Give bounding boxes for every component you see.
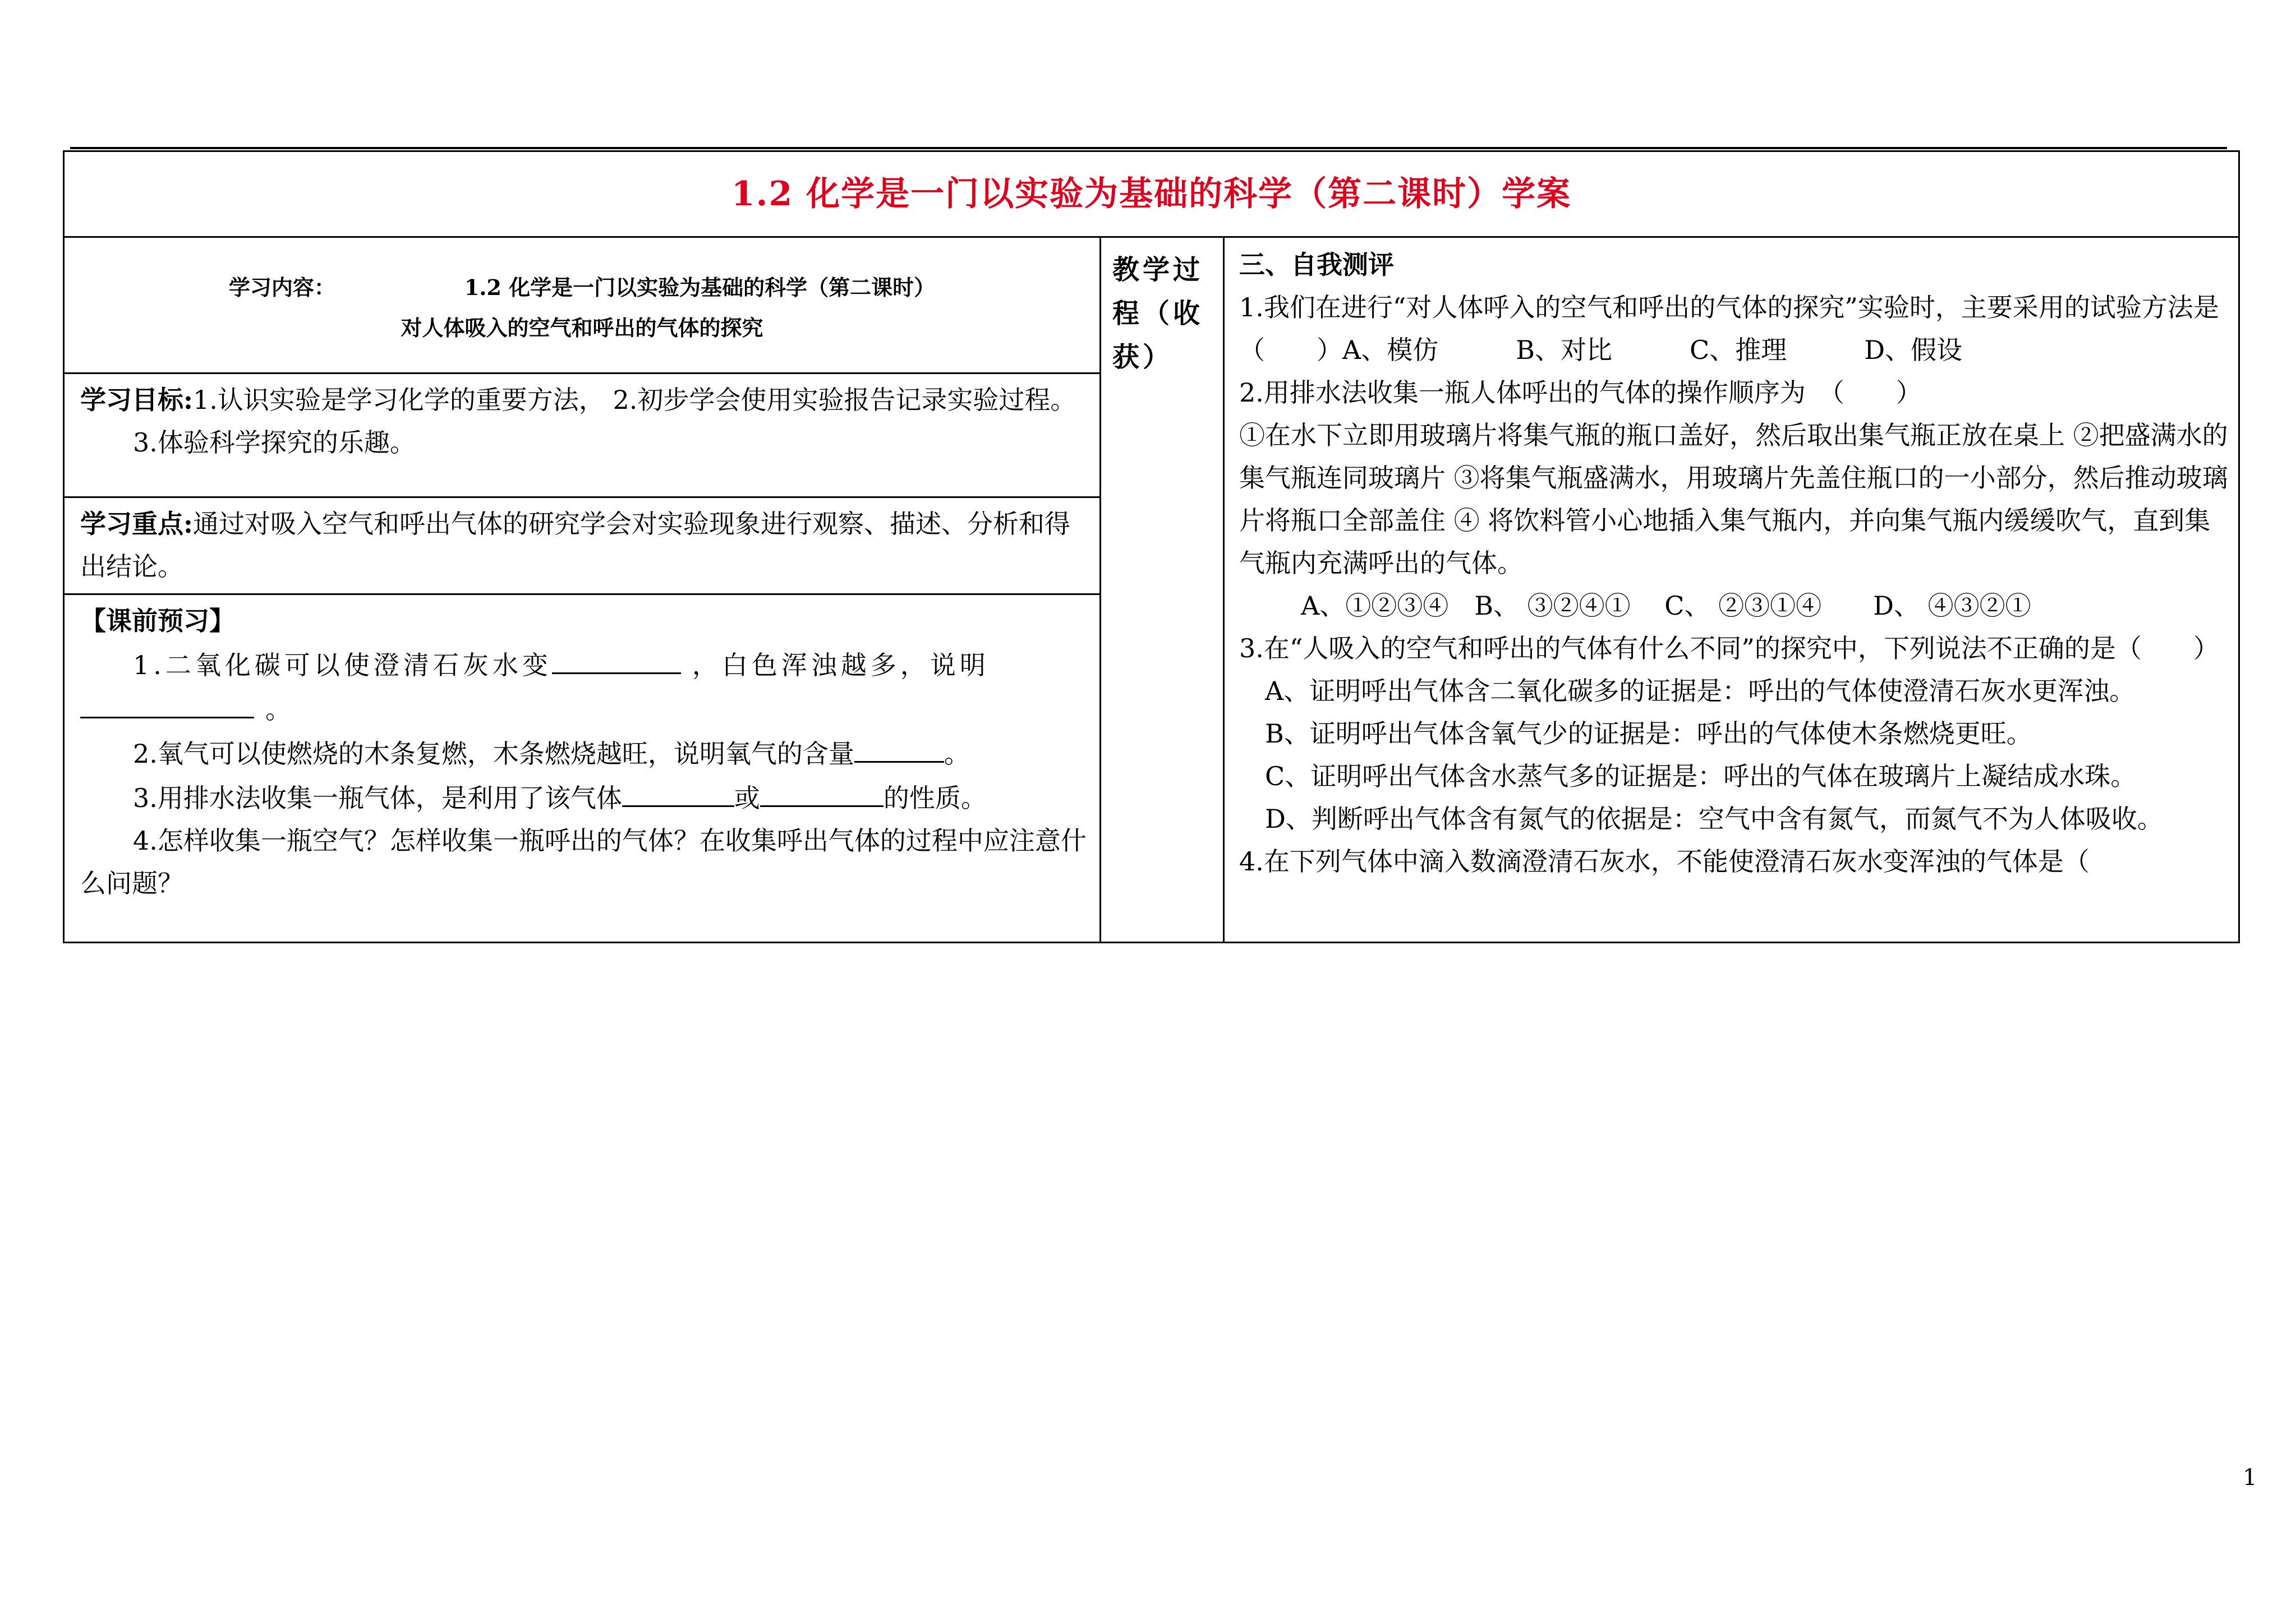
self-test-cell (1224, 237, 2239, 943)
answer-blank[interactable] (552, 642, 681, 674)
study-content-line2: 对人体吸入的空气和呼出的气体的探究 (401, 315, 763, 340)
test-q2: 2.用排水法收集一瓶人体呼出的气体的操作顺序为 （ ） (1239, 377, 1922, 408)
study-content-cell (64, 237, 1101, 374)
test-q2-options: A、①②③④ B、 ③②④① C、 ②③①④ D、 ④③②① (1301, 591, 2031, 621)
preview-q3: 3.用排水法收集一瓶气体，是利用了该气体 或 的性质。 (80, 775, 1089, 819)
preview-q4: 4.怎样收集一瓶空气？怎样收集一瓶呼出的气体？在收集呼出气体的过程中应注意什么问题？ (80, 826, 1087, 898)
test-q1: 1.我们在进行“对人体呼入的空气和呼出的气体的探究”实验时，主要采用的试验方法是（ ）A、模仿 B、对比 C、推理 D、假设 (1239, 292, 2219, 365)
test-q2-steps: ①在水下立即用玻璃片将集气瓶的瓶口盖好，然后取出集气瓶正放在桌上 ②把盛满水的集气瓶连同玻璃片 ③将集气瓶盛满水，用玻璃片先盖住瓶口的一小部分，然后推动玻璃片将瓶口全部盖住 ④ 将饮料管小心地插入集气瓶内，并向集气瓶内缓缓吹气，直到集气瓶内充满呼出的气体。 (1239, 420, 2228, 578)
preview-heading: 【课前预习】 (80, 606, 235, 636)
process-label-cell (1101, 237, 1224, 943)
test-q4: 4.在下列气体中滴入数滴澄清石灰水，不能使澄清石灰水变浑浊的气体是（ (1239, 846, 2090, 877)
test-q3: 3.在“人吸入的空气和呼出的气体有什么不同”的探究中，下列说法不正确的是（ ） (1239, 633, 2219, 663)
answer-blank[interactable] (854, 731, 944, 763)
focus-cell (64, 497, 1101, 594)
answer-blank[interactable] (760, 775, 884, 807)
top-rule (70, 147, 2227, 149)
test-q3-option-b: B、证明呼出气体含氧气少的证据是：呼出的气体使木条燃烧更旺。 (1265, 718, 2032, 749)
focus-label: 学习重点: (80, 509, 193, 539)
preview-cell (64, 594, 1101, 943)
test-q3-option-d: D、判断呼出气体含有氮气的依据是：空气中含有氮气，而氮气不为人体吸收。 (1265, 804, 2163, 834)
goals-cell (64, 374, 1101, 497)
study-content-label: 学习内容： (228, 275, 335, 300)
page-title: 1.2 化学是一门以实验为基础的科学（第二课时）学案 (731, 174, 1572, 214)
goals-text1: 1.认识实验是学习化学的重要方法， 2.初步学会使用实验报告记录实验过程。 (192, 385, 1076, 415)
goals-label: 学习目标: (80, 385, 193, 415)
title-cell (64, 151, 2239, 237)
process-label: 教学过程（收获） (1112, 254, 1204, 373)
goals-text2: 3.体验科学探究的乐趣。 (133, 427, 416, 458)
answer-blank[interactable] (622, 775, 734, 807)
test-q3-option-a: A、证明呼出气体含二氧化碳多的证据是：呼出的气体使澄清石灰水更浑浊。 (1265, 676, 2136, 706)
study-content-line1: 1.2 化学是一门以实验为基础的科学（第二课时） (464, 275, 936, 300)
test-q3-option-c: C、证明呼出气体含水蒸气多的证据是：呼出的气体在玻璃片上凝结成水珠。 (1265, 761, 2137, 791)
preview-q2: 2.氧气可以使燃烧的木条复燃，木条燃烧越旺，说明氧气的含量 。 (80, 731, 1089, 775)
page-number: 1 (2243, 1465, 2257, 1491)
answer-blank[interactable] (80, 686, 254, 718)
self-test-heading: 三、自我测评 (1239, 250, 1394, 280)
preview-q1: 1.二氧化碳可以使澄清石灰水变 ，白色浑浊越多，说明 。 (80, 642, 1089, 731)
focus-text: 通过对吸入空气和呼出气体的研究学会对实验现象进行观察、描述、分析和得出结论。 (80, 509, 1070, 582)
worksheet-table (63, 150, 2240, 943)
